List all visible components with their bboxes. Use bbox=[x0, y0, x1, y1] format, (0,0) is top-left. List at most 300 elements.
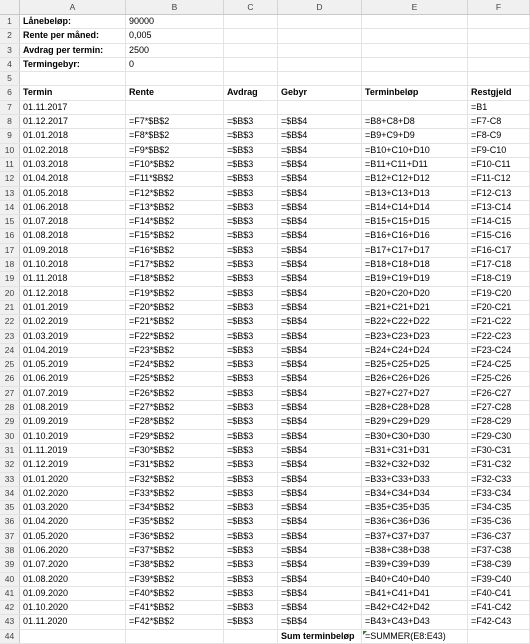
cell-e28[interactable]: =B28+C28+D28 bbox=[362, 401, 468, 414]
cell-e3[interactable] bbox=[362, 44, 468, 57]
row-header[interactable]: 27 bbox=[0, 387, 20, 400]
cell-e2[interactable] bbox=[362, 29, 468, 42]
cell-c10[interactable]: =$B$3 bbox=[224, 144, 278, 157]
cell-f17[interactable]: =F16-C17 bbox=[468, 244, 530, 257]
row-header[interactable]: 29 bbox=[0, 415, 20, 428]
cell-b12[interactable]: =F11*$B$2 bbox=[126, 172, 224, 185]
cell-c13[interactable]: =$B$3 bbox=[224, 187, 278, 200]
cell-d4[interactable] bbox=[278, 58, 362, 71]
cell-b16[interactable]: =F15*$B$2 bbox=[126, 229, 224, 242]
cell-c11[interactable]: =$B$3 bbox=[224, 158, 278, 171]
cell-d44[interactable]: Sum terminbeløp bbox=[278, 630, 362, 643]
cell-a44[interactable] bbox=[20, 630, 126, 643]
cell-a20[interactable]: 01.12.2018 bbox=[20, 287, 126, 300]
column-header-f[interactable]: F bbox=[468, 0, 530, 14]
cell-d41[interactable]: =$B$4 bbox=[278, 587, 362, 600]
cell-a13[interactable]: 01.05.2018 bbox=[20, 187, 126, 200]
column-header-e[interactable]: E bbox=[362, 0, 468, 14]
cell-f19[interactable]: =F18-C19 bbox=[468, 272, 530, 285]
cell-c29[interactable]: =$B$3 bbox=[224, 415, 278, 428]
cell-b22[interactable]: =F21*$B$2 bbox=[126, 315, 224, 328]
row-header[interactable]: 17 bbox=[0, 244, 20, 257]
row-header[interactable]: 34 bbox=[0, 487, 20, 500]
select-all-corner[interactable] bbox=[0, 0, 20, 14]
cell-f2[interactable] bbox=[468, 29, 530, 42]
cell-e39[interactable]: =B39+C39+D39 bbox=[362, 558, 468, 571]
row-header[interactable]: 35 bbox=[0, 501, 20, 514]
cell-d27[interactable]: =$B$4 bbox=[278, 387, 362, 400]
row-header[interactable]: 8 bbox=[0, 115, 20, 128]
cell-f21[interactable]: =F20-C21 bbox=[468, 301, 530, 314]
row-header[interactable]: 19 bbox=[0, 272, 20, 285]
cell-e14[interactable]: =B14+C14+D14 bbox=[362, 201, 468, 214]
cell-c14[interactable]: =$B$3 bbox=[224, 201, 278, 214]
cell-a34[interactable]: 01.02.2020 bbox=[20, 487, 126, 500]
cell-c39[interactable]: =$B$3 bbox=[224, 558, 278, 571]
cell-d39[interactable]: =$B$4 bbox=[278, 558, 362, 571]
cell-c16[interactable]: =$B$3 bbox=[224, 229, 278, 242]
row-header[interactable]: 41 bbox=[0, 587, 20, 600]
cell-c38[interactable]: =$B$3 bbox=[224, 544, 278, 557]
cell-c9[interactable]: =$B$3 bbox=[224, 129, 278, 142]
column-header-a[interactable]: A bbox=[20, 0, 126, 14]
cell-e23[interactable]: =B23+C23+D23 bbox=[362, 330, 468, 343]
row-header[interactable]: 16 bbox=[0, 229, 20, 242]
cell-c17[interactable]: =$B$3 bbox=[224, 244, 278, 257]
row-header[interactable]: 26 bbox=[0, 372, 20, 385]
column-header-b[interactable]: B bbox=[126, 0, 224, 14]
cell-d33[interactable]: =$B$4 bbox=[278, 473, 362, 486]
row-header[interactable]: 1 bbox=[0, 15, 20, 28]
cell-c27[interactable]: =$B$3 bbox=[224, 387, 278, 400]
cell-c22[interactable]: =$B$3 bbox=[224, 315, 278, 328]
cell-b29[interactable]: =F28*$B$2 bbox=[126, 415, 224, 428]
cell-f34[interactable]: =F33-C34 bbox=[468, 487, 530, 500]
cell-c40[interactable]: =$B$3 bbox=[224, 573, 278, 586]
cell-d35[interactable]: =$B$4 bbox=[278, 501, 362, 514]
cell-c30[interactable]: =$B$3 bbox=[224, 430, 278, 443]
cell-f38[interactable]: =F37-C38 bbox=[468, 544, 530, 557]
cell-e42[interactable]: =B42+C42+D42 bbox=[362, 601, 468, 614]
cell-f37[interactable]: =F36-C37 bbox=[468, 530, 530, 543]
row-header[interactable]: 40 bbox=[0, 573, 20, 586]
cell-a35[interactable]: 01.03.2020 bbox=[20, 501, 126, 514]
cell-b18[interactable]: =F17*$B$2 bbox=[126, 258, 224, 271]
cell-a31[interactable]: 01.11.2019 bbox=[20, 444, 126, 457]
cell-e1[interactable] bbox=[362, 15, 468, 28]
cell-e29[interactable]: =B29+C29+D29 bbox=[362, 415, 468, 428]
cell-b9[interactable]: =F8*$B$2 bbox=[126, 129, 224, 142]
cell-a23[interactable]: 01.03.2019 bbox=[20, 330, 126, 343]
cell-b24[interactable]: =F23*$B$2 bbox=[126, 344, 224, 357]
cell-e27[interactable]: =B27+C27+D27 bbox=[362, 387, 468, 400]
cell-a27[interactable]: 01.07.2019 bbox=[20, 387, 126, 400]
cell-d3[interactable] bbox=[278, 44, 362, 57]
cell-d2[interactable] bbox=[278, 29, 362, 42]
cell-c6[interactable]: Avdrag bbox=[224, 86, 278, 99]
cell-c37[interactable]: =$B$3 bbox=[224, 530, 278, 543]
cell-d14[interactable]: =$B$4 bbox=[278, 201, 362, 214]
cell-a10[interactable]: 01.02.2018 bbox=[20, 144, 126, 157]
cell-b30[interactable]: =F29*$B$2 bbox=[126, 430, 224, 443]
cell-b7[interactable] bbox=[126, 101, 224, 114]
cell-d40[interactable]: =$B$4 bbox=[278, 573, 362, 586]
cell-a29[interactable]: 01.09.2019 bbox=[20, 415, 126, 428]
cell-b44[interactable] bbox=[126, 630, 224, 643]
cell-a3[interactable]: Avdrag per termin: bbox=[20, 44, 126, 57]
cell-f13[interactable]: =F12-C13 bbox=[468, 187, 530, 200]
cell-b33[interactable]: =F32*$B$2 bbox=[126, 473, 224, 486]
cell-e31[interactable]: =B31+C31+D31 bbox=[362, 444, 468, 457]
cell-d43[interactable]: =$B$4 bbox=[278, 615, 362, 628]
cell-b28[interactable]: =F27*$B$2 bbox=[126, 401, 224, 414]
cell-c19[interactable]: =$B$3 bbox=[224, 272, 278, 285]
cell-e37[interactable]: =B37+C37+D37 bbox=[362, 530, 468, 543]
cell-f33[interactable]: =F32-C33 bbox=[468, 473, 530, 486]
cell-c44[interactable] bbox=[224, 630, 278, 643]
cell-e34[interactable]: =B34+C34+D34 bbox=[362, 487, 468, 500]
cell-d23[interactable]: =$B$4 bbox=[278, 330, 362, 343]
cell-a8[interactable]: 01.12.2017 bbox=[20, 115, 126, 128]
cell-a21[interactable]: 01.01.2019 bbox=[20, 301, 126, 314]
cell-c1[interactable] bbox=[224, 15, 278, 28]
cell-e43[interactable]: =B43+C43+D43 bbox=[362, 615, 468, 628]
cell-b23[interactable]: =F22*$B$2 bbox=[126, 330, 224, 343]
cell-c3[interactable] bbox=[224, 44, 278, 57]
cell-d20[interactable]: =$B$4 bbox=[278, 287, 362, 300]
cell-f32[interactable]: =F31-C32 bbox=[468, 458, 530, 471]
cell-e41[interactable]: =B41+C41+D41 bbox=[362, 587, 468, 600]
cell-e18[interactable]: =B18+C18+D18 bbox=[362, 258, 468, 271]
row-header[interactable]: 4 bbox=[0, 58, 20, 71]
cell-c15[interactable]: =$B$3 bbox=[224, 215, 278, 228]
row-header[interactable]: 30 bbox=[0, 430, 20, 443]
row-header[interactable]: 44 bbox=[0, 630, 20, 643]
cell-c4[interactable] bbox=[224, 58, 278, 71]
cell-b27[interactable]: =F26*$B$2 bbox=[126, 387, 224, 400]
row-header[interactable]: 39 bbox=[0, 558, 20, 571]
cell-e12[interactable]: =B12+C12+D12 bbox=[362, 172, 468, 185]
cell-b32[interactable]: =F31*$B$2 bbox=[126, 458, 224, 471]
cell-c18[interactable]: =$B$3 bbox=[224, 258, 278, 271]
cell-f10[interactable]: =F9-C10 bbox=[468, 144, 530, 157]
cell-f12[interactable]: =F11-C12 bbox=[468, 172, 530, 185]
cell-a11[interactable]: 01.03.2018 bbox=[20, 158, 126, 171]
cell-c2[interactable] bbox=[224, 29, 278, 42]
row-header[interactable]: 12 bbox=[0, 172, 20, 185]
cell-c31[interactable]: =$B$3 bbox=[224, 444, 278, 457]
row-header[interactable]: 13 bbox=[0, 187, 20, 200]
cell-f41[interactable]: =F40-C41 bbox=[468, 587, 530, 600]
cell-e13[interactable]: =B13+C13+D13 bbox=[362, 187, 468, 200]
row-header[interactable]: 15 bbox=[0, 215, 20, 228]
cell-e17[interactable]: =B17+C17+D17 bbox=[362, 244, 468, 257]
cell-e10[interactable]: =B10+C10+D10 bbox=[362, 144, 468, 157]
cell-d24[interactable]: =$B$4 bbox=[278, 344, 362, 357]
cell-b2[interactable]: 0,005 bbox=[126, 29, 224, 42]
cell-b1[interactable]: 90000 bbox=[126, 15, 224, 28]
row-header[interactable]: 37 bbox=[0, 530, 20, 543]
cell-d25[interactable]: =$B$4 bbox=[278, 358, 362, 371]
cell-b8[interactable]: =F7*$B$2 bbox=[126, 115, 224, 128]
cell-d7[interactable] bbox=[278, 101, 362, 114]
cell-c20[interactable]: =$B$3 bbox=[224, 287, 278, 300]
cell-d11[interactable]: =$B$4 bbox=[278, 158, 362, 171]
cell-b41[interactable]: =F40*$B$2 bbox=[126, 587, 224, 600]
cell-e5[interactable] bbox=[362, 72, 468, 85]
cell-d22[interactable]: =$B$4 bbox=[278, 315, 362, 328]
row-header[interactable]: 31 bbox=[0, 444, 20, 457]
cell-e11[interactable]: =B11+C11+D11 bbox=[362, 158, 468, 171]
cell-c35[interactable]: =$B$3 bbox=[224, 501, 278, 514]
cell-f40[interactable]: =F39-C40 bbox=[468, 573, 530, 586]
cell-b39[interactable]: =F38*$B$2 bbox=[126, 558, 224, 571]
cell-d30[interactable]: =$B$4 bbox=[278, 430, 362, 443]
cell-f42[interactable]: =F41-C42 bbox=[468, 601, 530, 614]
cell-e15[interactable]: =B15+C15+D15 bbox=[362, 215, 468, 228]
cell-e33[interactable]: =B33+C33+D33 bbox=[362, 473, 468, 486]
row-header[interactable]: 2 bbox=[0, 29, 20, 42]
cell-e38[interactable]: =B38+C38+D38 bbox=[362, 544, 468, 557]
cell-f31[interactable]: =F30-C31 bbox=[468, 444, 530, 457]
cell-f23[interactable]: =F22-C23 bbox=[468, 330, 530, 343]
cell-f22[interactable]: =F21-C22 bbox=[468, 315, 530, 328]
cell-d9[interactable]: =$B$4 bbox=[278, 129, 362, 142]
cell-b11[interactable]: =F10*$B$2 bbox=[126, 158, 224, 171]
cell-d37[interactable]: =$B$4 bbox=[278, 530, 362, 543]
cell-a4[interactable]: Termingebyr: bbox=[20, 58, 126, 71]
column-header-d[interactable]: D bbox=[278, 0, 362, 14]
cell-f15[interactable]: =F14-C15 bbox=[468, 215, 530, 228]
cell-a26[interactable]: 01.06.2019 bbox=[20, 372, 126, 385]
cell-b3[interactable]: 2500 bbox=[126, 44, 224, 57]
cell-c25[interactable]: =$B$3 bbox=[224, 358, 278, 371]
cell-e9[interactable]: =B9+C9+D9 bbox=[362, 129, 468, 142]
cell-c28[interactable]: =$B$3 bbox=[224, 401, 278, 414]
cell-f28[interactable]: =F27-C28 bbox=[468, 401, 530, 414]
cell-b26[interactable]: =F25*$B$2 bbox=[126, 372, 224, 385]
cell-f43[interactable]: =F42-C43 bbox=[468, 615, 530, 628]
cell-b40[interactable]: =F39*$B$2 bbox=[126, 573, 224, 586]
row-header[interactable]: 14 bbox=[0, 201, 20, 214]
cell-a7[interactable]: 01.11.2017 bbox=[20, 101, 126, 114]
cell-e44[interactable]: =SUMMER(E8:E43) bbox=[362, 630, 468, 643]
cell-d5[interactable] bbox=[278, 72, 362, 85]
cell-a9[interactable]: 01.01.2018 bbox=[20, 129, 126, 142]
cell-e7[interactable] bbox=[362, 101, 468, 114]
cell-f29[interactable]: =F28-C29 bbox=[468, 415, 530, 428]
cell-d1[interactable] bbox=[278, 15, 362, 28]
cell-f4[interactable] bbox=[468, 58, 530, 71]
cell-d31[interactable]: =$B$4 bbox=[278, 444, 362, 457]
cell-b38[interactable]: =F37*$B$2 bbox=[126, 544, 224, 557]
cell-c42[interactable]: =$B$3 bbox=[224, 601, 278, 614]
row-header[interactable]: 5 bbox=[0, 72, 20, 85]
row-header[interactable]: 11 bbox=[0, 158, 20, 171]
cell-a25[interactable]: 01.05.2019 bbox=[20, 358, 126, 371]
cell-c34[interactable]: =$B$3 bbox=[224, 487, 278, 500]
cell-c33[interactable]: =$B$3 bbox=[224, 473, 278, 486]
cell-b20[interactable]: =F19*$B$2 bbox=[126, 287, 224, 300]
cell-b4[interactable]: 0 bbox=[126, 58, 224, 71]
cell-f20[interactable]: =F19-C20 bbox=[468, 287, 530, 300]
cell-f26[interactable]: =F25-C26 bbox=[468, 372, 530, 385]
cell-f30[interactable]: =F29-C30 bbox=[468, 430, 530, 443]
cell-e21[interactable]: =B21+C21+D21 bbox=[362, 301, 468, 314]
cell-b5[interactable] bbox=[126, 72, 224, 85]
row-header[interactable]: 42 bbox=[0, 601, 20, 614]
cell-e22[interactable]: =B22+C22+D22 bbox=[362, 315, 468, 328]
row-header[interactable]: 36 bbox=[0, 515, 20, 528]
cell-c8[interactable]: =$B$3 bbox=[224, 115, 278, 128]
cell-d28[interactable]: =$B$4 bbox=[278, 401, 362, 414]
cell-a6[interactable]: Termin bbox=[20, 86, 126, 99]
cell-f3[interactable] bbox=[468, 44, 530, 57]
cell-e16[interactable]: =B16+C16+D16 bbox=[362, 229, 468, 242]
cell-f1[interactable] bbox=[468, 15, 530, 28]
cell-d34[interactable]: =$B$4 bbox=[278, 487, 362, 500]
cell-b43[interactable]: =F42*$B$2 bbox=[126, 615, 224, 628]
cell-a1[interactable]: Lånebeløp: bbox=[20, 15, 126, 28]
cell-b37[interactable]: =F36*$B$2 bbox=[126, 530, 224, 543]
cell-b14[interactable]: =F13*$B$2 bbox=[126, 201, 224, 214]
cell-b13[interactable]: =F12*$B$2 bbox=[126, 187, 224, 200]
cell-a28[interactable]: 01.08.2019 bbox=[20, 401, 126, 414]
cell-c12[interactable]: =$B$3 bbox=[224, 172, 278, 185]
cell-c21[interactable]: =$B$3 bbox=[224, 301, 278, 314]
cell-d32[interactable]: =$B$4 bbox=[278, 458, 362, 471]
row-header[interactable]: 22 bbox=[0, 315, 20, 328]
cell-e35[interactable]: =B35+C35+D35 bbox=[362, 501, 468, 514]
cell-a22[interactable]: 01.02.2019 bbox=[20, 315, 126, 328]
cell-b31[interactable]: =F30*$B$2 bbox=[126, 444, 224, 457]
cell-f25[interactable]: =F24-C25 bbox=[468, 358, 530, 371]
cell-d36[interactable]: =$B$4 bbox=[278, 515, 362, 528]
cell-d16[interactable]: =$B$4 bbox=[278, 229, 362, 242]
cell-e36[interactable]: =B36+C36+D36 bbox=[362, 515, 468, 528]
cell-c23[interactable]: =$B$3 bbox=[224, 330, 278, 343]
cell-a43[interactable]: 01.11.2020 bbox=[20, 615, 126, 628]
cell-f39[interactable]: =F38-C39 bbox=[468, 558, 530, 571]
cell-b42[interactable]: =F41*$B$2 bbox=[126, 601, 224, 614]
cell-a18[interactable]: 01.10.2018 bbox=[20, 258, 126, 271]
cell-d38[interactable]: =$B$4 bbox=[278, 544, 362, 557]
cell-a15[interactable]: 01.07.2018 bbox=[20, 215, 126, 228]
row-header[interactable]: 3 bbox=[0, 44, 20, 57]
cell-c36[interactable]: =$B$3 bbox=[224, 515, 278, 528]
cell-e20[interactable]: =B20+C20+D20 bbox=[362, 287, 468, 300]
cell-b36[interactable]: =F35*$B$2 bbox=[126, 515, 224, 528]
cell-d13[interactable]: =$B$4 bbox=[278, 187, 362, 200]
cell-f16[interactable]: =F15-C16 bbox=[468, 229, 530, 242]
cell-e26[interactable]: =B26+C26+D26 bbox=[362, 372, 468, 385]
cell-a30[interactable]: 01.10.2019 bbox=[20, 430, 126, 443]
row-header[interactable]: 20 bbox=[0, 287, 20, 300]
column-header-c[interactable]: C bbox=[224, 0, 278, 14]
cell-e24[interactable]: =B24+C24+D24 bbox=[362, 344, 468, 357]
cell-f24[interactable]: =F23-C24 bbox=[468, 344, 530, 357]
row-header[interactable]: 28 bbox=[0, 401, 20, 414]
row-header[interactable]: 33 bbox=[0, 473, 20, 486]
cell-a12[interactable]: 01.04.2018 bbox=[20, 172, 126, 185]
cell-d21[interactable]: =$B$4 bbox=[278, 301, 362, 314]
cell-f6[interactable]: Restgjeld bbox=[468, 86, 530, 99]
cell-e6[interactable]: Terminbeløp bbox=[362, 86, 468, 99]
row-header[interactable]: 43 bbox=[0, 615, 20, 628]
cell-a19[interactable]: 01.11.2018 bbox=[20, 272, 126, 285]
cell-a39[interactable]: 01.07.2020 bbox=[20, 558, 126, 571]
cell-b25[interactable]: =F24*$B$2 bbox=[126, 358, 224, 371]
cell-d8[interactable]: =$B$4 bbox=[278, 115, 362, 128]
cell-f36[interactable]: =F35-C36 bbox=[468, 515, 530, 528]
cell-d17[interactable]: =$B$4 bbox=[278, 244, 362, 257]
cell-f11[interactable]: =F10-C11 bbox=[468, 158, 530, 171]
cell-f35[interactable]: =F34-C35 bbox=[468, 501, 530, 514]
cell-e32[interactable]: =B32+C32+D32 bbox=[362, 458, 468, 471]
row-header[interactable]: 18 bbox=[0, 258, 20, 271]
cell-e4[interactable] bbox=[362, 58, 468, 71]
cell-e25[interactable]: =B25+C25+D25 bbox=[362, 358, 468, 371]
cell-d29[interactable]: =$B$4 bbox=[278, 415, 362, 428]
cell-b15[interactable]: =F14*$B$2 bbox=[126, 215, 224, 228]
cell-d15[interactable]: =$B$4 bbox=[278, 215, 362, 228]
cell-a14[interactable]: 01.06.2018 bbox=[20, 201, 126, 214]
cell-c32[interactable]: =$B$3 bbox=[224, 458, 278, 471]
cell-b6[interactable]: Rente bbox=[126, 86, 224, 99]
cell-a38[interactable]: 01.06.2020 bbox=[20, 544, 126, 557]
cell-e8[interactable]: =B8+C8+D8 bbox=[362, 115, 468, 128]
cell-b21[interactable]: =F20*$B$2 bbox=[126, 301, 224, 314]
cell-a33[interactable]: 01.01.2020 bbox=[20, 473, 126, 486]
cell-e30[interactable]: =B30+C30+D30 bbox=[362, 430, 468, 443]
cell-a40[interactable]: 01.08.2020 bbox=[20, 573, 126, 586]
cell-e19[interactable]: =B19+C19+D19 bbox=[362, 272, 468, 285]
cell-f9[interactable]: =F8-C9 bbox=[468, 129, 530, 142]
row-header[interactable]: 24 bbox=[0, 344, 20, 357]
cell-f27[interactable]: =F26-C27 bbox=[468, 387, 530, 400]
cell-b35[interactable]: =F34*$B$2 bbox=[126, 501, 224, 514]
row-header[interactable]: 21 bbox=[0, 301, 20, 314]
row-header[interactable]: 9 bbox=[0, 129, 20, 142]
cell-d12[interactable]: =$B$4 bbox=[278, 172, 362, 185]
row-header[interactable]: 32 bbox=[0, 458, 20, 471]
cell-c41[interactable]: =$B$3 bbox=[224, 587, 278, 600]
cell-e40[interactable]: =B40+C40+D40 bbox=[362, 573, 468, 586]
cell-d6[interactable]: Gebyr bbox=[278, 86, 362, 99]
cell-a2[interactable]: Rente per måned: bbox=[20, 29, 126, 42]
cell-a32[interactable]: 01.12.2019 bbox=[20, 458, 126, 471]
cell-d42[interactable]: =$B$4 bbox=[278, 601, 362, 614]
cell-d10[interactable]: =$B$4 bbox=[278, 144, 362, 157]
cell-b19[interactable]: =F18*$B$2 bbox=[126, 272, 224, 285]
cell-a41[interactable]: 01.09.2020 bbox=[20, 587, 126, 600]
cell-a16[interactable]: 01.08.2018 bbox=[20, 229, 126, 242]
cell-b17[interactable]: =F16*$B$2 bbox=[126, 244, 224, 257]
row-header[interactable]: 25 bbox=[0, 358, 20, 371]
cell-f44[interactable] bbox=[468, 630, 530, 643]
cell-a37[interactable]: 01.05.2020 bbox=[20, 530, 126, 543]
cell-b10[interactable]: =F9*$B$2 bbox=[126, 144, 224, 157]
cell-a17[interactable]: 01.09.2018 bbox=[20, 244, 126, 257]
cell-c24[interactable]: =$B$3 bbox=[224, 344, 278, 357]
row-header[interactable]: 23 bbox=[0, 330, 20, 343]
cell-f14[interactable]: =F13-C14 bbox=[468, 201, 530, 214]
row-header[interactable]: 7 bbox=[0, 101, 20, 114]
cell-c43[interactable]: =$B$3 bbox=[224, 615, 278, 628]
cell-c26[interactable]: =$B$3 bbox=[224, 372, 278, 385]
cell-f7[interactable]: =B1 bbox=[468, 101, 530, 114]
cell-f8[interactable]: =F7-C8 bbox=[468, 115, 530, 128]
